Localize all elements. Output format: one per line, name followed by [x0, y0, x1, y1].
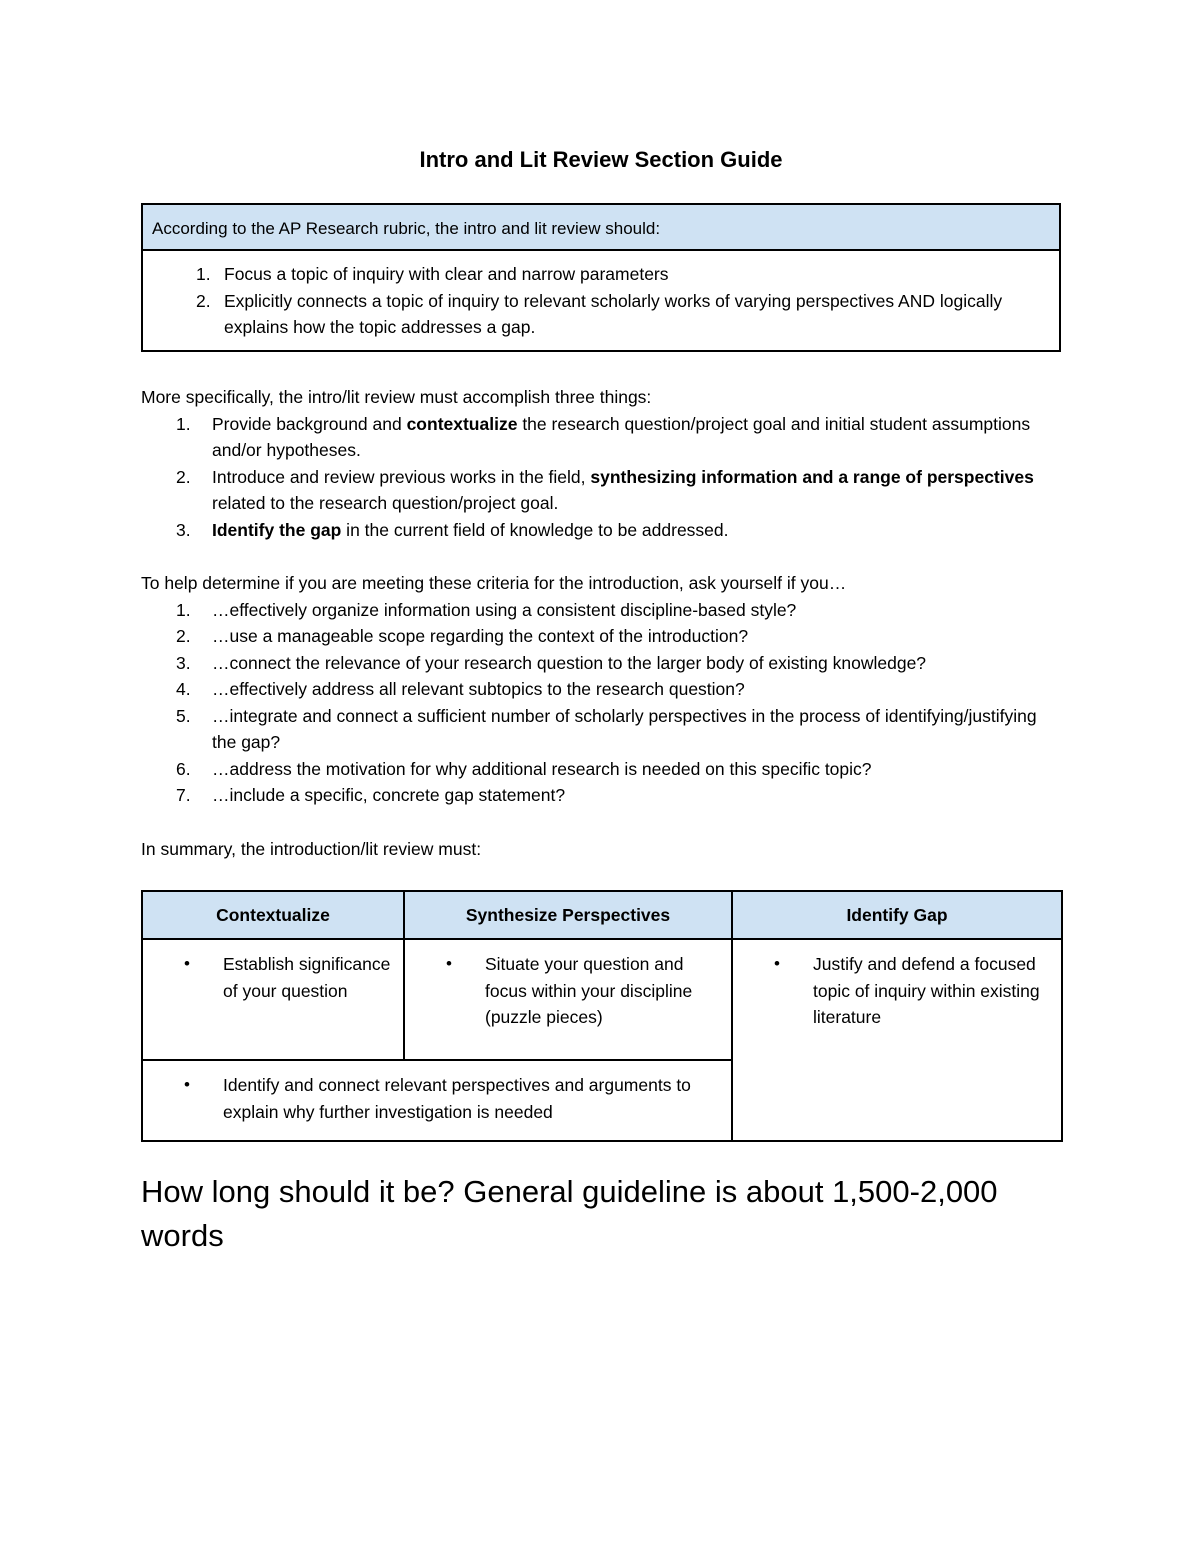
- rubric-list: [152, 261, 1049, 341]
- cell-identify-gap: [732, 939, 1062, 1141]
- rubric-box: [141, 203, 1061, 352]
- list-text: Explicitly connects a topic of inquiry to relevant scholarly works of varying perspectives AND logically explains how the topic addresses a gap.: [224, 290, 1003, 337]
- list-text-bold: Identify the gap: [212, 519, 342, 540]
- list-number: 4.: [176, 679, 191, 699]
- list-number: 2.: [176, 466, 191, 487]
- header-identify-gap: Identify Gap: [732, 891, 1062, 939]
- cell-text: Establish significance of your question: [223, 954, 391, 1001]
- table-row: [142, 939, 1062, 1060]
- cell-text: Justify and defend a focused topic of inquiry within existing literature: [813, 954, 1040, 1027]
- length-guideline: How long should it be? General guideline is about 1,500-2,000 words: [141, 1174, 998, 1253]
- criteria-intro: To help determine if you are meeting these criteria for the introduction, ask yourself if you…: [141, 573, 847, 593]
- criteria-section: [141, 570, 1061, 809]
- list-text-post: the research question/project goal and initial student assumptions and/or hypotheses.: [212, 413, 1031, 460]
- list-text: …effectively organize information using a consistent discipline-based style?: [212, 599, 797, 620]
- cell-text: Situate your question and focus within your discipline (puzzle pieces): [485, 954, 693, 1027]
- list-item: [141, 597, 1061, 624]
- list-item: [152, 288, 1049, 341]
- bullet: •: [774, 954, 780, 973]
- page-title: Intro and Lit Review Section Guide: [419, 147, 783, 172]
- summary-table: [141, 890, 1063, 1142]
- list-text-bold: contextualize: [406, 413, 518, 434]
- list-number: 5.: [176, 705, 191, 726]
- summary-section: [141, 836, 1061, 863]
- cell-synthesize: [404, 939, 732, 1060]
- list-item: [141, 464, 1061, 517]
- list-text-post: related to the research question/project goal.: [212, 493, 559, 513]
- rubric-body: [143, 251, 1059, 350]
- list-number: 7.: [176, 785, 191, 805]
- list-text: …integrate and connect a sufficient number of scholarly perspectives in the process of identifying/justifying the gap?: [212, 705, 1037, 752]
- list-item: [141, 623, 1061, 650]
- list-number: 1.: [176, 599, 191, 620]
- list-text-bold: synthesizing information and a range of perspectives: [590, 466, 1034, 487]
- bullet: •: [446, 954, 452, 973]
- specifics-intro: More specifically, the intro/lit review must accomplish three things:: [141, 387, 652, 407]
- list-item: [141, 676, 1061, 703]
- cell-text: Identify and connect relevant perspectives and arguments to explain why further investigation is needed: [223, 1075, 691, 1122]
- list-number: 1.: [196, 264, 211, 284]
- list-text-post: in the current field of knowledge to be addressed.: [341, 519, 729, 540]
- list-text: …effectively address all relevant subtopics to the research question?: [212, 679, 745, 699]
- list-number: 2.: [176, 626, 191, 646]
- list-number: 3.: [176, 652, 191, 673]
- list-number: 1.: [176, 413, 191, 434]
- list-text: …include a specific, concrete gap statement?: [212, 785, 566, 805]
- cell-contextualize: [142, 939, 404, 1060]
- list-item: [141, 650, 1061, 677]
- specifics-section: [141, 384, 1061, 543]
- bullet: •: [184, 954, 190, 973]
- list-number: 6.: [176, 758, 191, 779]
- list-item: [141, 703, 1061, 756]
- list-item: [152, 261, 1049, 288]
- list-text-pre: Provide background and: [212, 413, 407, 434]
- list-text: …use a manageable scope regarding the context of the introduction?: [212, 626, 749, 646]
- bullet: •: [184, 1075, 190, 1094]
- list-item: [141, 756, 1061, 783]
- specifics-list: [141, 411, 1061, 544]
- list-text: …connect the relevance of your research question to the larger body of existing knowledge?: [212, 652, 927, 673]
- list-text-pre: Introduce and review previous works in the field,: [212, 466, 591, 487]
- list-item: [141, 517, 1061, 544]
- summary-intro: In summary, the introduction/lit review must:: [141, 839, 482, 859]
- rubric-header: According to the AP Research rubric, the intro and lit review should:: [143, 205, 1059, 251]
- list-item: [141, 411, 1061, 464]
- list-item: [141, 782, 1061, 809]
- table-header-row: [142, 891, 1062, 939]
- header-contextualize: Contextualize: [142, 891, 404, 939]
- list-text: …address the motivation for why additional research is needed on this specific topic?: [212, 758, 872, 779]
- cell-connect: [142, 1060, 732, 1141]
- criteria-list: [141, 597, 1061, 809]
- list-number: 2.: [196, 290, 211, 311]
- list-text: Focus a topic of inquiry with clear and narrow parameters: [224, 264, 669, 284]
- header-synthesize: Synthesize Perspectives: [404, 891, 732, 939]
- list-number: 3.: [176, 519, 191, 540]
